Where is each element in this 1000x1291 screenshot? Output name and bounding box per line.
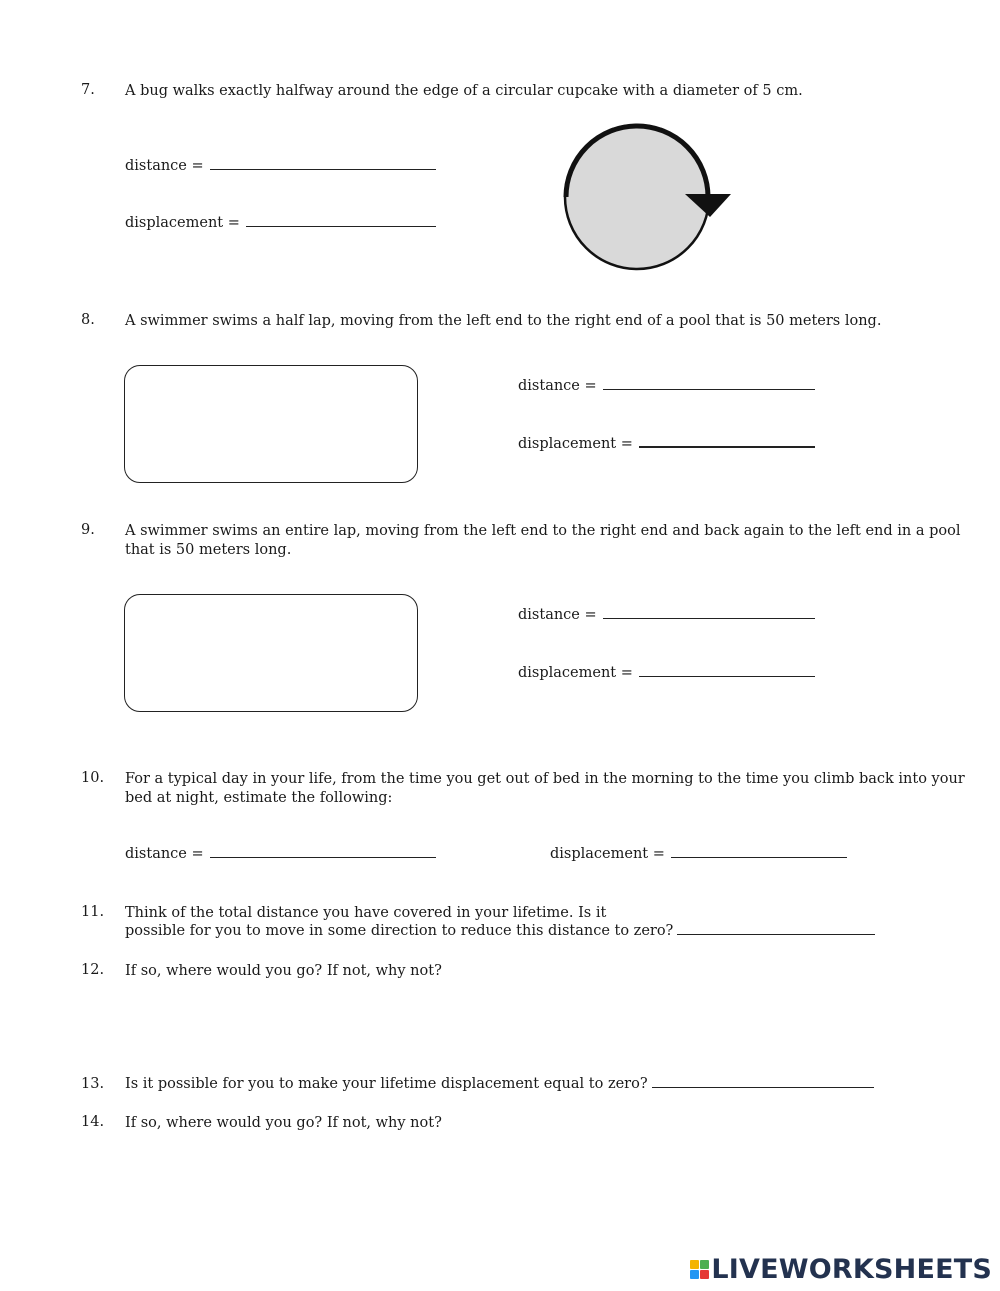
q8-text: A swimmer swims a half lap, moving from the left end to the right end of a pool that is 50 meters long. — [125, 313, 882, 329]
q9-number: 9. — [81, 522, 95, 538]
q10-text-line1: For a typical day in your life, from the time you get out of bed in the morning to the time you climb back into your — [125, 771, 965, 787]
q7-number: 7. — [81, 82, 95, 98]
q7-distance-label: distance = — [125, 158, 204, 174]
q9-text-line1: A swimmer swims an entire lap, moving from the left end to the right end and back again to the left end in a pool — [125, 523, 961, 539]
q8-distance-blank[interactable] — [603, 389, 815, 390]
q13-answer-blank[interactable] — [652, 1087, 874, 1088]
q11-text-line2: possible for you to move in some direction to reduce this distance to zero? — [125, 923, 674, 939]
cupcake-diagram — [555, 115, 745, 280]
q9-distance-blank[interactable] — [603, 618, 815, 619]
q8-number: 8. — [81, 312, 95, 328]
q10-displacement-field — [550, 846, 847, 862]
q7-distance-field — [125, 158, 436, 174]
q14-text: If so, where would you go? If not, why not? — [125, 1115, 442, 1131]
logo-text: LIVEWORKSHEETS — [711, 1254, 992, 1285]
q7-displacement-label: displacement = — [125, 215, 240, 231]
q9-pool-drawing-box[interactable] — [124, 594, 418, 712]
q11-answer-blank[interactable] — [677, 934, 875, 935]
q8-displacement-blank[interactable] — [639, 446, 815, 448]
q10-distance-label: distance = — [125, 846, 204, 862]
q14-number: 14. — [81, 1114, 105, 1130]
q9-displacement-blank[interactable] — [639, 676, 815, 677]
q8-displacement-field — [518, 436, 815, 452]
q7-text: A bug walks exactly halfway around the edge of a circular cupcake with a diameter of 5 cm. — [125, 83, 803, 99]
q8-displacement-label: displacement = — [518, 436, 633, 452]
q8-distance-field — [518, 378, 815, 394]
q10-distance-blank[interactable] — [210, 857, 436, 858]
q9-distance-field — [518, 607, 815, 623]
q11-answer-field — [125, 923, 875, 939]
q10-displacement-label: displacement = — [550, 846, 665, 862]
q12-text: If so, where would you go? If not, why not? — [125, 963, 442, 979]
q9-text-line2: that is 50 meters long. — [125, 542, 292, 558]
q9-distance-label: distance = — [518, 607, 597, 623]
liveworksheets-logo — [690, 1254, 992, 1285]
q11-number: 11. — [81, 904, 105, 920]
q13-text: Is it possible for you to make your lifetime displacement equal to zero? — [125, 1076, 648, 1092]
q11-text-line1: Think of the total distance you have covered in your lifetime. Is it — [125, 905, 607, 921]
q8-pool-drawing-box[interactable] — [124, 365, 418, 483]
q9-displacement-field — [518, 665, 815, 681]
q7-distance-blank[interactable] — [210, 169, 436, 170]
q10-distance-field — [125, 846, 436, 862]
q10-text-line2: bed at night, estimate the following: — [125, 790, 393, 806]
q8-distance-label: distance = — [518, 378, 597, 394]
q13-number: 13. — [81, 1076, 105, 1092]
q9-displacement-label: displacement = — [518, 665, 633, 681]
q10-number: 10. — [81, 770, 105, 786]
q7-displacement-blank[interactable] — [246, 226, 436, 227]
q10-displacement-blank[interactable] — [671, 857, 847, 858]
logo-blocks-icon — [690, 1260, 709, 1279]
q7-displacement-field — [125, 215, 436, 231]
q13-answer-field — [125, 1076, 874, 1092]
q12-number: 12. — [81, 962, 105, 978]
